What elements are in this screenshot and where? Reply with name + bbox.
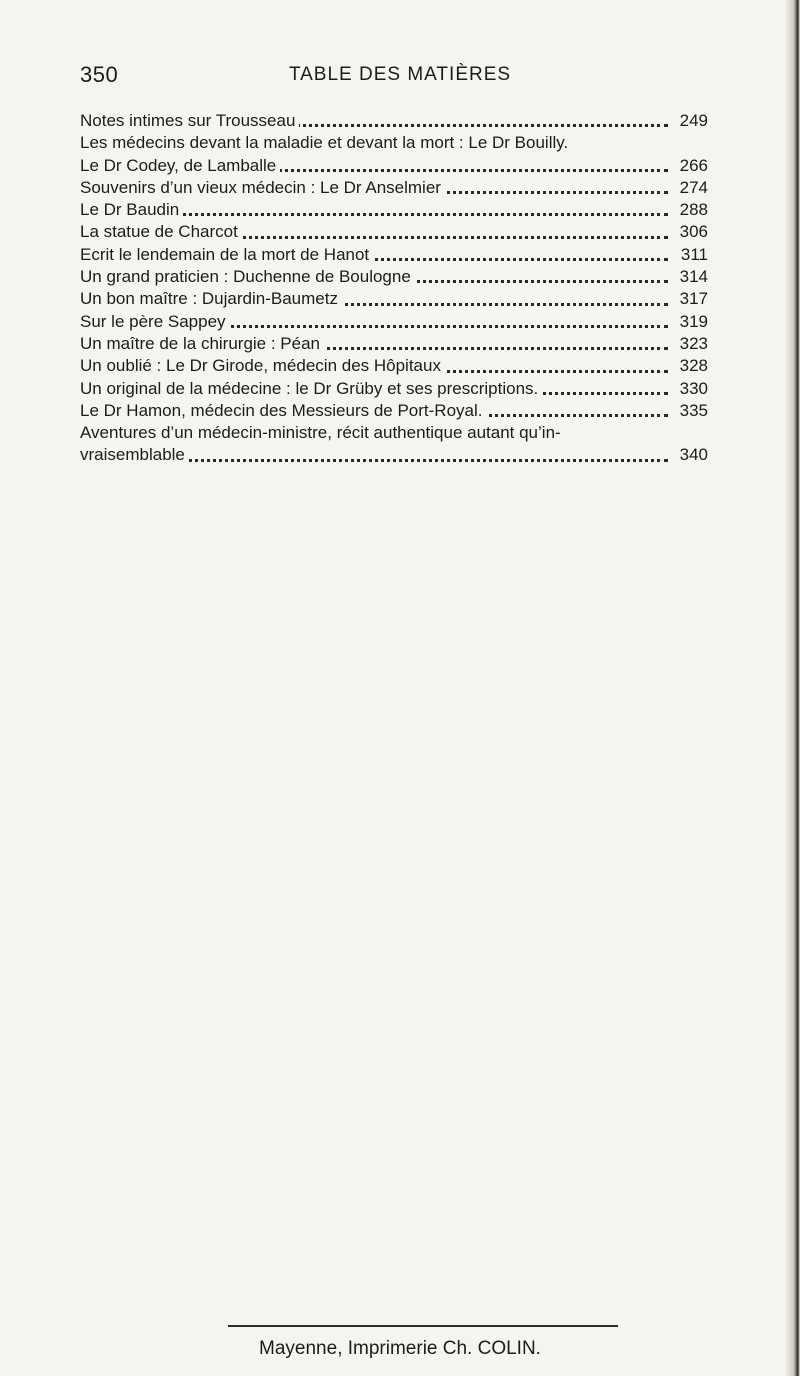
printer-imprint: Mayenne, Imprimerie Ch. COLIN.: [259, 1338, 541, 1359]
toc-entry-page: 317: [679, 289, 708, 309]
toc-entry-title: Un grand praticien : Duchenne de Boulogne: [80, 267, 415, 286]
toc-entry-title: Le Dr Baudin: [80, 200, 183, 219]
toc-entry-page: 266: [679, 155, 708, 175]
toc-entry-title: Souvenirs d’un vieux médecin : Le Dr Anselmier: [80, 178, 445, 197]
toc-entry-title: Aventures d’un médecin-ministre, récit authentique autant qu’in-: [80, 423, 561, 443]
toc-entry: [80, 199, 708, 221]
toc-entry: [80, 244, 708, 266]
footer-rule: [228, 1325, 618, 1327]
toc-entry-title: Un maître de la chirurgie : Péan: [80, 334, 324, 353]
toc-entry-title: Notes intimes sur Trousseau: [80, 111, 299, 130]
toc-entry-title: Un bon maître : Dujardin-Baumetz: [80, 289, 342, 308]
toc-entry: [80, 400, 708, 422]
toc-entry-page: 314: [679, 267, 708, 287]
toc-entry-title: Ecrit le lendemain de la mort de Hanot: [80, 245, 373, 264]
toc-entry-title: Le Dr Codey, de Lamballe: [80, 156, 280, 175]
toc-entry-page: 335: [679, 400, 708, 420]
toc-entry-page: 328: [679, 356, 708, 376]
toc-entry-page: 330: [679, 378, 708, 398]
toc-entry-page: 288: [679, 200, 708, 220]
toc-entry: [80, 355, 708, 377]
toc-entry-title: Les médecins devant la maladie et devant la mort : Le Dr Bouilly.: [80, 133, 569, 153]
toc-entry: [80, 311, 708, 333]
toc-entry: [80, 110, 708, 132]
toc-entry-title: Un original de la médecine : le Dr Grüby et ses prescriptions.: [80, 379, 542, 398]
toc-entry: [80, 132, 708, 154]
toc-entry-page: 340: [679, 445, 708, 465]
toc-entry-page: 306: [679, 222, 708, 242]
toc-entry: [80, 378, 708, 400]
running-head: TABLE DES MATIÈRES: [288, 64, 512, 85]
toc-entry: [80, 155, 708, 177]
toc-entry: [80, 444, 708, 466]
toc-entry-page: 249: [679, 111, 708, 130]
toc-entry-title: Le Dr Hamon, médecin des Messieurs de Port-Royal.: [80, 401, 487, 420]
page-number: 350: [80, 62, 119, 87]
toc-entry: [80, 422, 708, 444]
toc-entry-page: 319: [679, 311, 708, 331]
toc-entry: [80, 288, 708, 310]
toc-entry-title: Un oublié : Le Dr Girode, médecin des Hôpitaux: [80, 356, 445, 375]
toc-entry: [80, 333, 708, 355]
toc-entry-title: vraisemblable: [80, 445, 189, 464]
table-of-contents: [80, 110, 708, 467]
toc-entry-page: 323: [679, 333, 708, 353]
toc-entry: [80, 221, 708, 243]
page-edge-shadow: [786, 0, 800, 1376]
toc-entry: [80, 266, 708, 288]
toc-entry-title: La statue de Charcot: [80, 222, 242, 241]
toc-entry: [80, 177, 708, 199]
toc-entry-page: 311: [680, 244, 708, 264]
toc-entry-page: 274: [679, 177, 708, 197]
toc-entry-title: Sur le père Sappey: [80, 312, 230, 331]
